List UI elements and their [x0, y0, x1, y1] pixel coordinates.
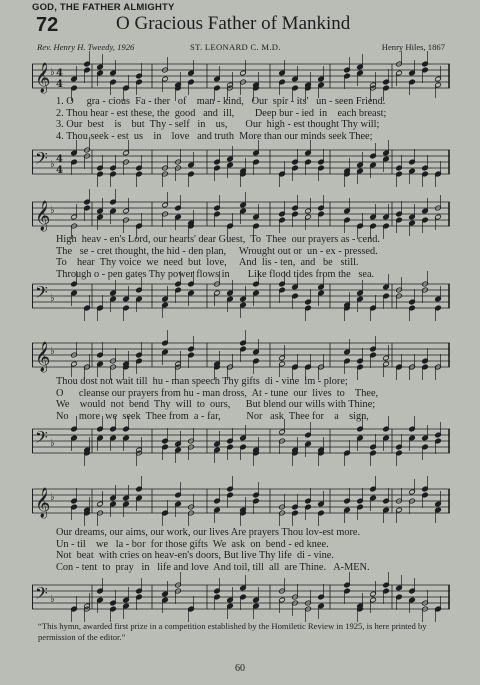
tune-name: ST. LEONARD C. M.D. [190, 42, 281, 52]
key-signature-flat-icon: ♭ [50, 594, 55, 605]
lyric-line: No more we seek Thee from a - far, Nor ask Thee for a sign, [56, 410, 369, 422]
bass-staff [32, 427, 450, 455]
treble-clef-icon: 𝄞 [35, 63, 51, 93]
footnote: “This hymn, awarded first prize in a competition established by the Homiletic Review in 1925, is here printed by permission of the editor.” [38, 621, 427, 642]
hymn-title: O Gracious Father of Mankind [116, 13, 351, 34]
key-signature-flat-icon: ♭ [50, 492, 55, 503]
lyric-line: Con - tent to pray in life and love And toil, till all are Thine. A-MEN. [56, 561, 370, 573]
treble-staff [32, 200, 450, 231]
key-signature-flat-icon: ♭ [50, 346, 55, 357]
bass-staff [32, 583, 450, 611]
composer-credit: Henry Hiles, 1867 [381, 42, 445, 52]
lyric-line: 3. Our best is but Thy - self in us, Our high - est thought Thy will; [56, 119, 380, 131]
section-heading: GOD, THE FATHER ALMIGHTY [32, 2, 175, 13]
lyrics-block [56, 96, 448, 142]
bass-clef-icon: 𝄢 [35, 583, 48, 607]
page-number: 60 [235, 663, 245, 674]
treble-clef-icon: 𝄞 [35, 201, 51, 231]
lyric-line: Un - til we la - bor for those gifts We ask on bend - ed knee. [56, 538, 329, 550]
treble-clef-icon: 𝄞 [35, 342, 51, 372]
key-signature-flat-icon: ♭ [50, 67, 55, 78]
bass-clef-icon: 𝄢 [35, 282, 48, 306]
lyric-line: O cleanse our prayers from hu - man dross, At - tune our lives to Thee, [56, 387, 379, 399]
lyric-line: Thou dost not wait till hu - man speech Thy gifts di - vine im - plore; [56, 376, 348, 387]
key-signature-flat-icon: ♭ [50, 159, 55, 170]
bass-staff [32, 282, 450, 310]
treble-staff [32, 487, 450, 518]
lyric-line: High heav - en's Lord, our hearts' dear Guest, To Thee our prayers as - cend. [56, 234, 380, 245]
time-signature-top: 4 [56, 68, 63, 79]
lyric-line: Not beat with cries on heav-en's doors, But live Thy life di - vine. [56, 550, 334, 562]
lyric-line: To hear Thy voice we need but love, And lis - ten, and be still. [56, 257, 359, 269]
lyrics-block [56, 527, 448, 573]
lyric-line: 2. Thou hear - est these, the good and ill, Deep bur - ied in each breast; [56, 107, 387, 119]
time-signature-top: 4 [56, 154, 63, 165]
author-credit: Rev. Henry H. Tweedy, 1926 [37, 42, 135, 52]
lyric-line: 1. O gra - cious Fa - ther of man - kind, Our spir - its' un - seen Friend. [56, 96, 386, 107]
lyric-line: Through o - pen gates Thy power flows in Like flood tides from the sea. [56, 268, 375, 280]
bass-clef-icon: 𝄢 [35, 148, 48, 172]
lyric-line: We would not bend Thy will to ours, But blend our wills with Thine; [56, 399, 376, 411]
time-signature-bottom: 4 [56, 165, 63, 176]
treble-clef-icon: 𝄞 [35, 488, 51, 518]
treble-staff [32, 62, 450, 93]
lyric-line: The se - cret thought, the hid - den plan, Wrought out or un - ex - pressed. [56, 245, 378, 257]
lyrics-block [56, 234, 448, 280]
treble-staff [32, 341, 450, 372]
bass-clef-icon: 𝄢 [35, 427, 48, 451]
lyric-line: 4. Thou seek - est us in love and truth More than our minds seek Thee; [56, 130, 373, 142]
key-signature-flat-icon: ♭ [50, 205, 55, 216]
lyrics-block [56, 376, 448, 422]
key-signature-flat-icon: ♭ [50, 438, 55, 449]
bass-staff [32, 148, 450, 176]
lyric-line: Our dreams, our aims, our work, our lives Are prayers Thou lov-est more. [56, 527, 361, 538]
time-signature-bottom: 4 [56, 79, 63, 90]
key-signature-flat-icon: ♭ [50, 293, 55, 304]
hymn-number: 72 [36, 14, 59, 36]
